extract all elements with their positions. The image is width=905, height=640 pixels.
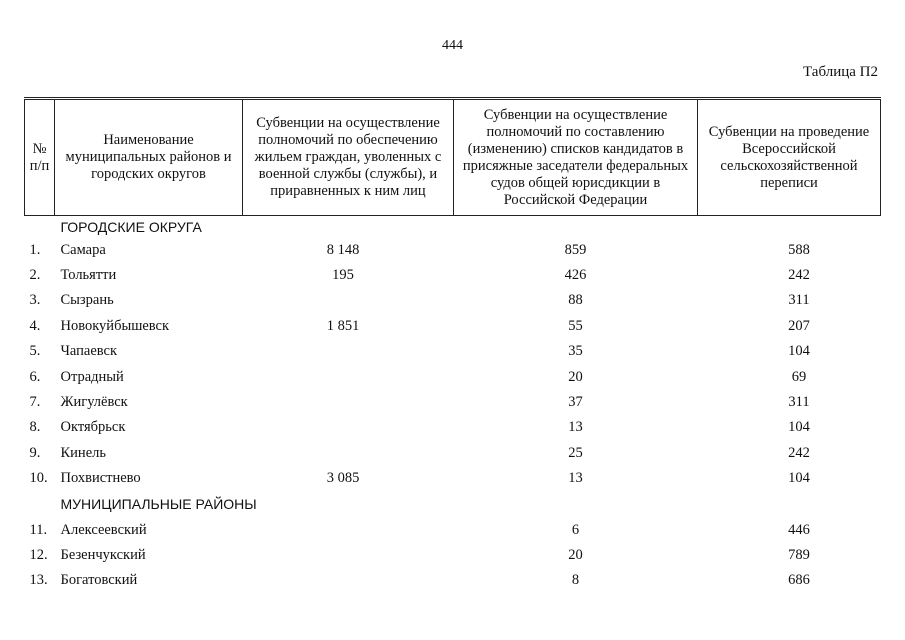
row-index: 6. [29,368,41,385]
table-label: Таблица П2 [803,64,878,80]
row-index: 10. [29,470,48,487]
section-title-city-districts: ГОРОДСКИЕ ОКРУГА [60,218,202,235]
section-row [25,491,881,517]
row-name: Сызрань [60,292,114,309]
table-row [25,466,881,491]
row-value-census: 588 [788,241,810,258]
row-index: 1. [29,241,41,258]
row-value-census: 207 [788,317,810,334]
row-value-housing [243,288,454,313]
row-name: Богатовский [60,572,138,589]
header-col3: Субвенции на проведение Всероссийской сельскохозяйственной переписи [698,99,881,216]
row-value-housing [243,389,454,414]
section-spacer [25,491,55,517]
row-value-jurors: 6 [571,521,580,538]
row-index: 13. [29,572,48,589]
row-value-jurors: 25 [568,444,583,461]
row-index: 11. [29,521,48,538]
header-num: № п/п [25,99,55,216]
row-value-jurors: 88 [568,292,583,309]
row-value-census: 242 [788,267,810,284]
row-value-jurors: 13 [568,419,583,436]
row-value-census: 311 [788,394,810,411]
row-value-housing [243,542,454,567]
row-value-jurors: 8 [571,572,580,589]
row-value-jurors: 37 [568,394,583,411]
row-index: 9. [29,444,41,461]
row-value-jurors: 55 [568,317,583,334]
table-row [25,237,881,262]
row-value-housing: 1 851 [326,317,360,334]
table-row [25,542,881,567]
row-index: 4. [29,317,41,334]
row-name: Самара [60,241,106,258]
row-index: 2. [29,267,41,284]
row-index: 5. [29,343,41,360]
row-name: Тольятти [60,267,117,284]
row-value-jurors: 426 [564,267,587,284]
row-name: Отрадный [60,368,124,385]
row-value-census: 104 [788,470,810,487]
row-value-housing: 8 148 [326,241,360,258]
row-value-housing: 195 [332,267,354,284]
header-col1: Субвенции на осуществление полномочий по обеспечению жильем граждан, уволенных с военной службы (службы), и приравненных к ним лиц [243,99,454,216]
header-col2: Субвенции на осуществление полномочий по составлению (изменению) списков кандидатов в присяжные заседатели федеральных судов общей юрисдикции в Российской Федерации [454,99,698,216]
row-value-census: 446 [788,521,810,538]
row-value-jurors: 13 [568,470,583,487]
row-name: Похвистнево [60,470,141,487]
row-value-census: 789 [788,546,810,563]
row-value-census: 311 [788,292,810,309]
row-name: Безенчукский [60,546,146,563]
page-number: 444 [442,38,463,53]
row-value-housing [243,568,454,593]
row-value-jurors: 20 [568,368,583,385]
row-value-housing [243,339,454,364]
row-value-census: 242 [788,444,810,461]
row-value-jurors: 35 [568,343,583,360]
row-value-housing [243,364,454,389]
subventions-table [24,97,881,593]
row-name: Октябрьск [60,419,126,436]
table-row [25,415,881,440]
table-row [25,339,881,364]
section-row [25,216,881,238]
row-value-jurors: 859 [564,241,587,258]
section-spacer [25,216,55,238]
row-value-census: 69 [791,368,807,385]
row-index: 7. [29,394,41,411]
table-row [25,313,881,338]
table-row [25,262,881,287]
table-row [25,568,881,593]
row-value-housing: 3 085 [326,470,360,487]
row-index: 8. [29,419,41,436]
row-name: Чапаевск [60,343,118,360]
row-name: Алексеевский [60,521,147,538]
row-index: 3. [29,292,41,309]
table-header-row [25,99,881,216]
row-value-census: 686 [788,572,810,589]
section-title-municipal-districts: МУНИЦИПАЛЬНЫЕ РАЙОНЫ [60,495,257,512]
table-row [25,288,881,313]
header-name: Наименование муниципальных районов и городских округов [55,99,243,216]
row-name: Новокуйбышевск [60,317,170,334]
table-row [25,517,881,542]
table-row [25,389,881,414]
row-value-housing [243,517,454,542]
table-body [25,216,881,594]
row-value-census: 104 [788,419,810,436]
row-name: Кинель [60,444,106,461]
table-row [25,440,881,465]
row-value-jurors: 20 [568,546,583,563]
row-value-housing [243,440,454,465]
row-value-housing [243,415,454,440]
row-index: 12. [29,546,48,563]
row-value-census: 104 [788,343,810,360]
row-name: Жигулёвск [60,394,128,411]
table-row [25,364,881,389]
